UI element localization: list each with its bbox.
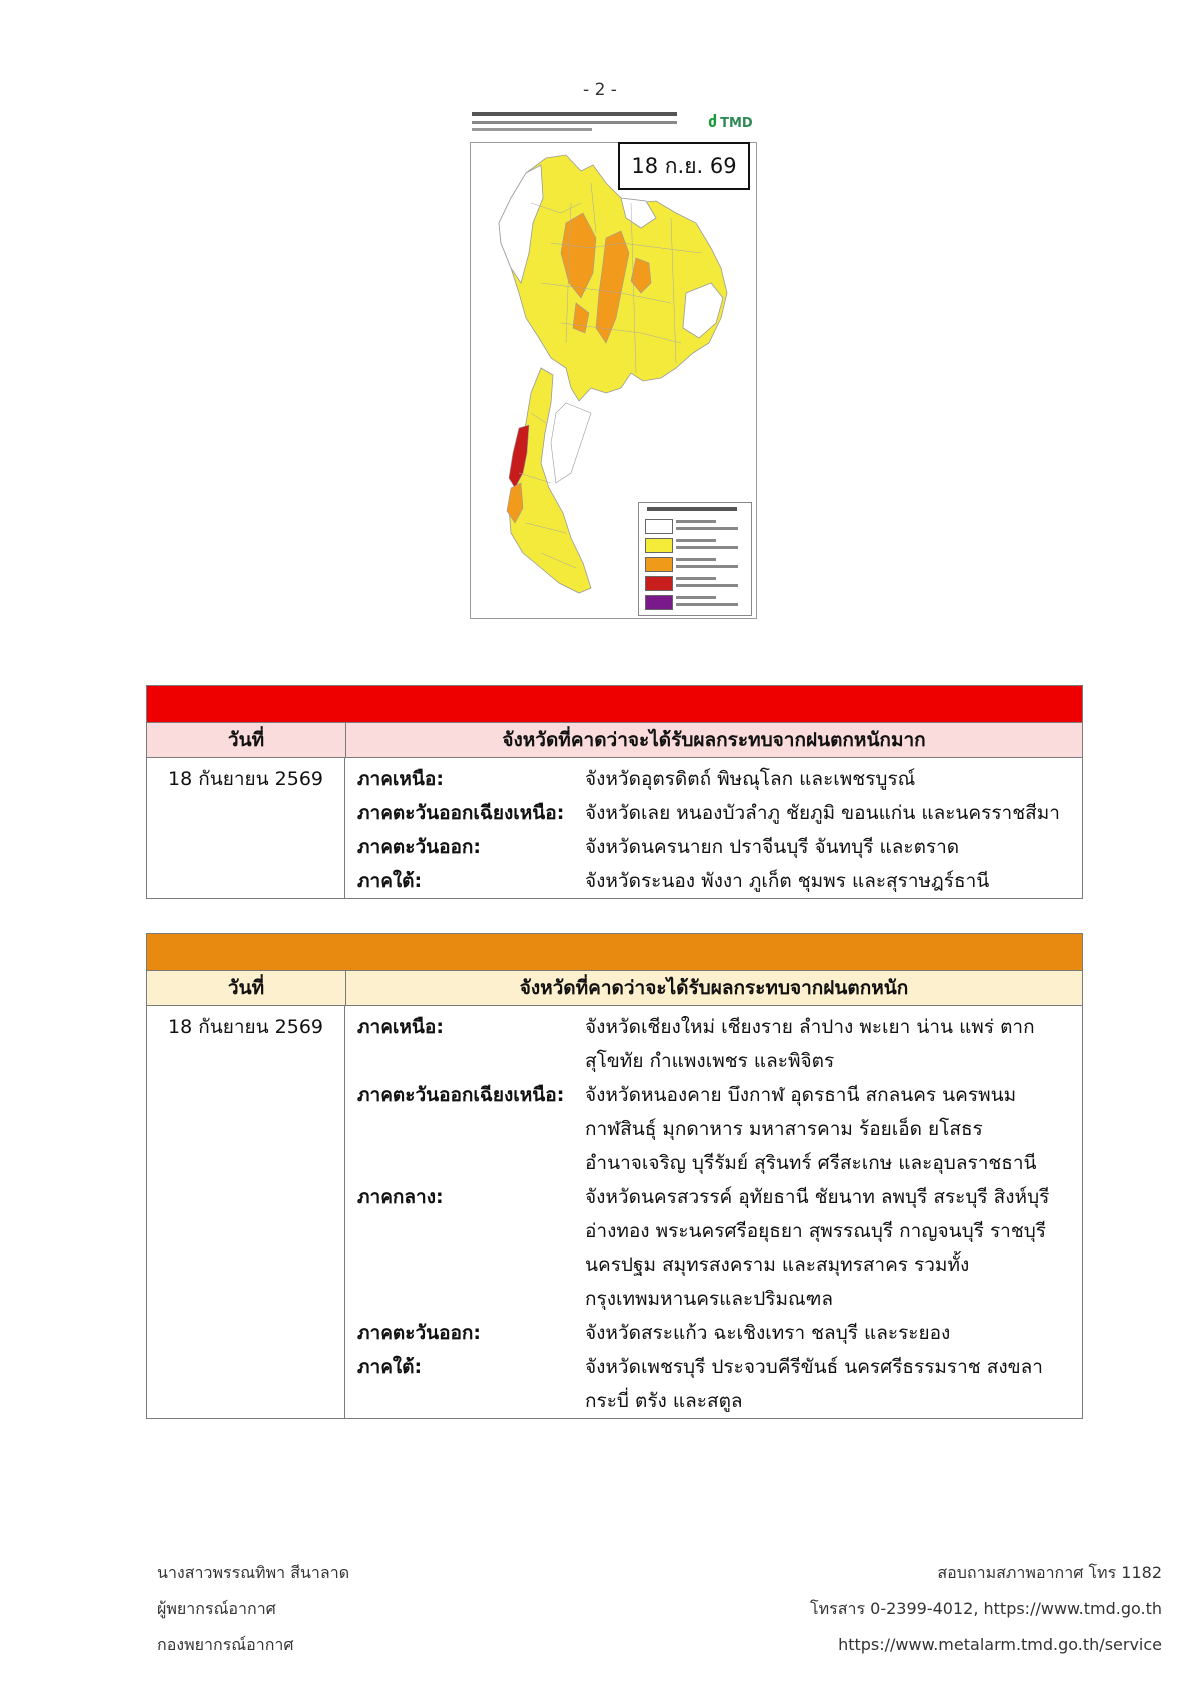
map-region-south [509, 368, 591, 593]
table-band-red [147, 686, 1082, 722]
legend-item-none [645, 517, 749, 535]
province-line: กาฬสินธุ์ มุกดาหาร มหาสารคาม ร้อยเอ็ด ยโสธร [585, 1118, 983, 1140]
province-line: จังหวัดเชียงใหม่ เชียงราย ลำปาง พะเยา น่าน แพร่ ตาก [585, 1016, 1035, 1038]
header-date: วันที่ [147, 971, 346, 1005]
footer-signature [157, 1555, 349, 1663]
table-body-row [147, 758, 1082, 898]
forecaster-division: กองพยากรณ์อากาศ [157, 1635, 294, 1654]
rainfall-map-figure [470, 108, 757, 618]
province-line: อำนาจเจริญ บุรีรัมย์ สุรินทร์ ศรีสะเกษ และอุบลราชธานี [585, 1152, 1037, 1174]
region-row-east [357, 830, 1082, 864]
legend-item-very-heavy [645, 574, 749, 592]
table-body-row [147, 1006, 1082, 1418]
contact-fax-web[interactable]: โทรสาร 0-2399-4012, https://www.tmd.go.th [810, 1599, 1162, 1618]
region-name: ภาคตะวันออก: [357, 1322, 482, 1344]
map-title-text [472, 112, 677, 116]
forecaster-name: นางสาวพรรณทิพา สีนาลาด [157, 1563, 350, 1582]
region-row-north [357, 1010, 1082, 1078]
region-row-northeast [357, 796, 1082, 830]
region-row-northeast [357, 1078, 1082, 1180]
header-provinces: จังหวัดที่คาดว่าจะได้รับผลกระทบจากฝนตกหนักมาก [502, 729, 926, 751]
footer-contact [810, 1555, 1162, 1663]
region-row-east [357, 1316, 1082, 1350]
region-name: ภาคตะวันออกเฉียงเหนือ: [357, 1084, 565, 1106]
region-name: ภาคเหนือ: [357, 768, 444, 790]
map-gulf [551, 403, 591, 483]
region-name: ภาคเหนือ: [357, 1016, 444, 1038]
province-line: จังหวัดนครนายก ปราจีนบุรี จันทบุรี และตราด [585, 836, 960, 858]
page-number: - 2 - [583, 80, 617, 100]
table-band-orange [147, 934, 1082, 970]
very-heavy-rain-table [146, 685, 1083, 899]
legend-swatch-orange [645, 557, 673, 572]
province-line: จังหวัดอุตรดิตถ์ พิษณุโลก และเพชรบูรณ์ [585, 768, 916, 790]
province-line: กระบี่ ตรัง และสตูล [585, 1390, 743, 1412]
legend-swatch-purple [645, 595, 673, 610]
date-cell: 18 กันยายน 2569 [147, 1006, 345, 1418]
regions-cell [345, 1006, 1082, 1418]
region-row-south [357, 864, 1082, 898]
province-line: จังหวัดเพชรบุรี ประจวบคีรีขันธ์ นครศรีธรรมราช สงขลา [585, 1356, 1043, 1378]
table-header-row [147, 970, 1082, 1006]
legend-item-extreme [645, 593, 749, 611]
region-row-south [357, 1350, 1082, 1418]
contact-phone: สอบถามสภาพอากาศ โทร 1182 [937, 1563, 1162, 1582]
heavy-rain-table [146, 933, 1083, 1419]
legend-swatch-white [645, 519, 673, 534]
map-subtitle-text-2 [472, 128, 592, 131]
header-provinces: จังหวัดที่คาดว่าจะได้รับผลกระทบจากฝนตกหนัก [519, 977, 909, 999]
contact-service-link[interactable]: https://www.metalarm.tmd.go.th/service [838, 1635, 1162, 1654]
table-header-row [147, 722, 1082, 758]
region-row-central [357, 1180, 1082, 1316]
region-row-north [357, 762, 1082, 796]
province-line: จังหวัดสระแก้ว ฉะเชิงเทรา ชลบุรี และระยอง [585, 1322, 951, 1344]
region-name: ภาคกลาง: [357, 1186, 444, 1208]
legend-item-heavy [645, 555, 749, 573]
legend-swatch-red [645, 576, 673, 591]
regions-cell [345, 758, 1082, 898]
map-header [470, 108, 757, 136]
date-cell: 18 กันยายน 2569 [147, 758, 345, 898]
region-name: ภาคใต้: [357, 1356, 423, 1378]
tmd-logo-icon: ძ [708, 112, 718, 131]
region-name: ภาคใต้: [357, 870, 423, 892]
province-line: อ่างทอง พระนครศรีอยุธยา สุพรรณบุรี กาญจนบุรี ราชบุรี [585, 1220, 1046, 1242]
region-name: ภาคตะวันออกเฉียงเหนือ: [357, 802, 565, 824]
map-legend [638, 502, 752, 616]
map-date-box: 18 ก.ย. 69 [618, 142, 750, 190]
legend-swatch-yellow [645, 538, 673, 553]
tmd-logo: ძ TMD [708, 112, 753, 131]
province-line: นครปฐม สมุทรสงคราม และสมุทรสาคร รวมทั้ง [585, 1254, 970, 1276]
province-line: สุโขทัย กำแพงเพชร และพิจิตร [585, 1050, 835, 1072]
province-line: กรุงเทพมหานครและปริมณฑล [585, 1288, 834, 1310]
province-line: จังหวัดหนองคาย บึงกาฬ อุดรธานี สกลนคร นครพนม [585, 1084, 1017, 1106]
map-subtitle-text [472, 121, 677, 124]
province-line: จังหวัดเลย หนองบัวลำภู ชัยภูมิ ขอนแก่น และนครราชสีมา [585, 802, 1060, 824]
header-date: วันที่ [147, 723, 346, 757]
legend-item-light [645, 536, 749, 554]
legend-title-text [647, 507, 737, 511]
province-line: จังหวัดระนอง พังงา ภูเก็ต ชุมพร และสุราษฎร์ธานี [585, 870, 990, 892]
province-line: จังหวัดนครสวรรค์ อุทัยธานี ชัยนาท ลพบุรี สระบุรี สิงห์บุรี [585, 1186, 1050, 1208]
region-name: ภาคตะวันออก: [357, 836, 482, 858]
forecaster-title: ผู้พยากรณ์อากาศ [157, 1599, 276, 1618]
